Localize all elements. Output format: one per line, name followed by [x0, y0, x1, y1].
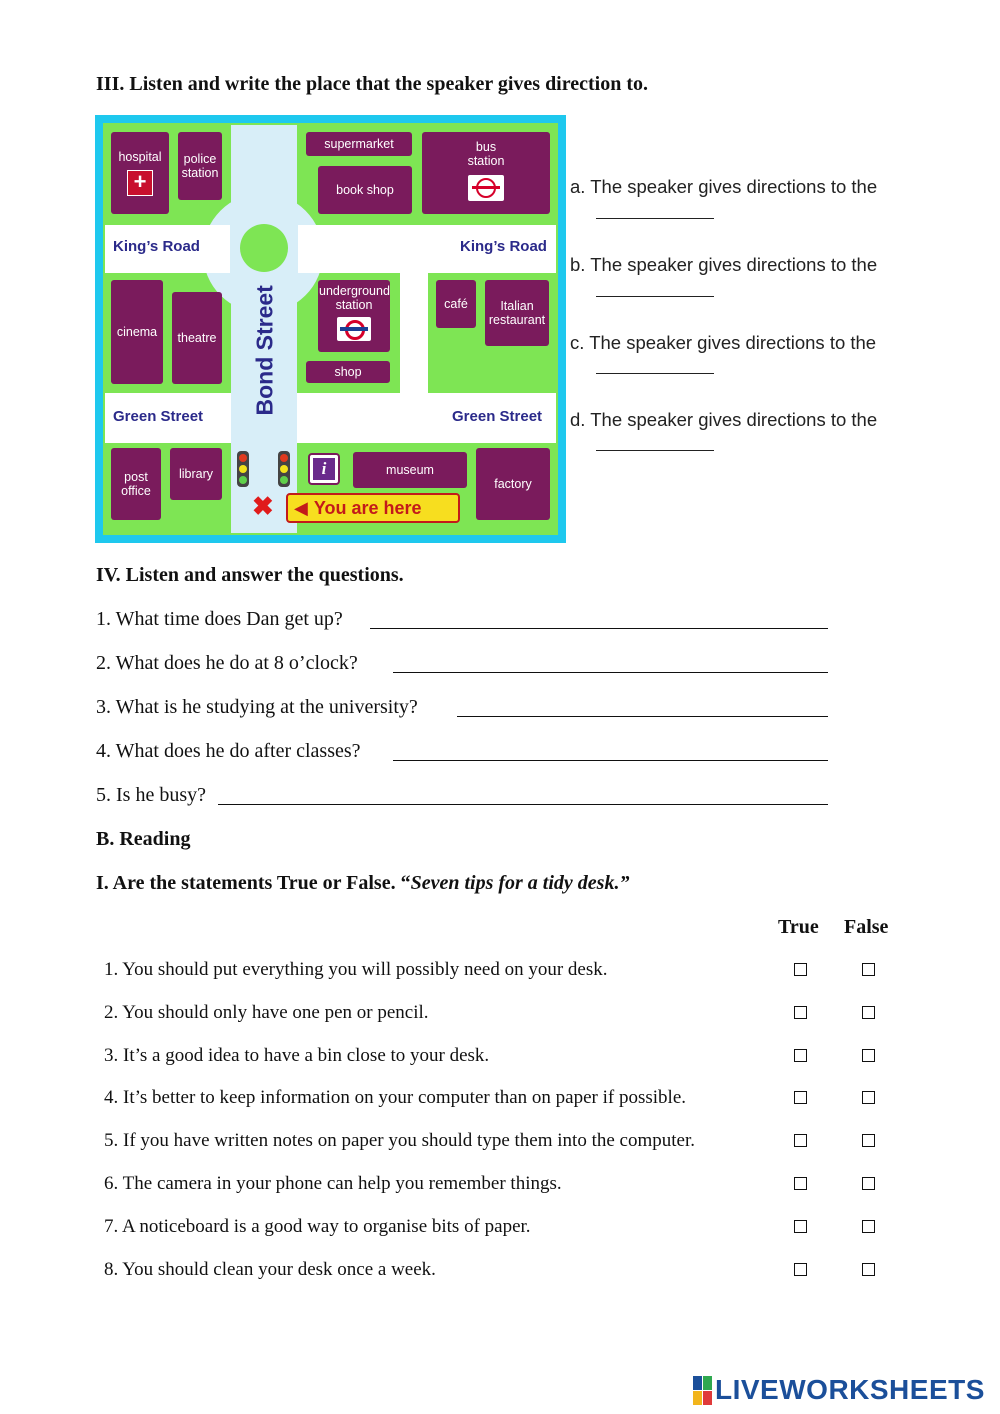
cross-marker-icon: ✖	[252, 491, 274, 521]
place-italian-label: Italian restaurant	[488, 298, 546, 327]
underground-roundel-icon	[337, 317, 371, 341]
true-checkbox-1[interactable]	[794, 963, 807, 976]
statement-3: 3. It’s a good idea to have a bin close to your desk.	[104, 1044, 490, 1066]
town-map	[95, 115, 566, 543]
place-bus-station	[422, 132, 550, 214]
info-glyph: i	[313, 458, 335, 480]
place-italian-restaurant	[485, 280, 549, 346]
bus-roundel-icon	[468, 175, 504, 201]
information-icon	[308, 453, 340, 485]
place-bookshop-label: book shop	[336, 182, 394, 197]
direction-a: a. The speaker gives directions to the	[570, 176, 878, 197]
kings-road-label-right: King’s Road	[460, 238, 547, 255]
place-cinema-label: cinema	[116, 324, 158, 339]
traffic-light-icon	[278, 451, 290, 487]
place-supermarket	[306, 132, 412, 156]
false-checkbox-8[interactable]	[862, 1263, 875, 1276]
true-checkbox-5[interactable]	[794, 1134, 807, 1147]
place-factory-label: factory	[494, 476, 532, 491]
answer-line-3[interactable]	[457, 716, 828, 717]
roundabout-centre	[240, 224, 288, 272]
true-checkbox-3[interactable]	[794, 1049, 807, 1062]
direction-d-blank[interactable]	[596, 450, 714, 451]
bond-street-label: Bond Street	[251, 285, 278, 416]
direction-b-blank[interactable]	[596, 296, 714, 297]
place-library-label: library	[178, 466, 214, 481]
reading-task-title: Seven tips for a tidy desk.”	[410, 872, 630, 894]
place-police-label: police station	[181, 151, 219, 180]
arrow-left-icon: ◀	[294, 497, 308, 519]
place-book-shop	[318, 166, 412, 214]
statement-1: 1. You should put everything you will possibly need on your desk.	[104, 959, 608, 980]
false-checkbox-6[interactable]	[862, 1177, 875, 1190]
logo-mark-icon	[693, 1376, 712, 1405]
side-road	[400, 273, 428, 393]
traffic-light-icon	[237, 451, 249, 487]
direction-c-blank[interactable]	[596, 373, 714, 374]
reading-task-heading	[96, 872, 629, 895]
place-post-office	[111, 448, 161, 520]
place-factory	[476, 448, 550, 520]
place-bus-label: bus station	[467, 140, 505, 169]
column-true: True	[778, 916, 819, 938]
statement-7: 7. A noticeboard is a good way to organise bits of paper.	[104, 1215, 531, 1237]
place-cafe	[436, 280, 476, 328]
place-cinema	[111, 280, 163, 384]
statement-5: 5. If you have written notes on paper you should type them into the computer.	[104, 1130, 695, 1152]
place-shop-label: shop	[334, 364, 362, 379]
reading-task-prefix: I. Are the statements True or False. “	[96, 872, 411, 894]
direction-b: b. The speaker gives directions to the	[570, 254, 878, 275]
statement-8: 8. You should clean your desk once a week.	[104, 1258, 436, 1280]
direction-c: c. The speaker gives directions to the	[570, 332, 877, 353]
place-museum-label: museum	[386, 462, 434, 477]
place-cafe-label: café	[444, 296, 468, 311]
question-4: 4. What does he do after classes?	[96, 740, 361, 762]
false-checkbox-7[interactable]	[862, 1220, 875, 1233]
place-supermarket-label: supermarket	[324, 136, 394, 151]
place-library	[170, 448, 222, 500]
question-3: 3. What is he studying at the university?	[96, 696, 418, 718]
place-post-label: post office	[121, 469, 151, 498]
question-2: 2. What does he do at 8 o’clock?	[96, 652, 358, 674]
true-checkbox-7[interactable]	[794, 1220, 807, 1233]
true-checkbox-8[interactable]	[794, 1263, 807, 1276]
liveworksheets-logo	[693, 1374, 985, 1406]
true-checkbox-2[interactable]	[794, 1006, 807, 1019]
answer-line-2[interactable]	[393, 672, 828, 673]
answer-line-4[interactable]	[393, 760, 828, 761]
reading-heading: B. Reading	[96, 828, 191, 850]
red-cross-icon: +	[127, 170, 153, 196]
place-shop	[306, 361, 390, 383]
kings-road-label-left: King’s Road	[113, 238, 200, 255]
place-theatre-label: theatre	[177, 330, 217, 345]
question-1: 1. What time does Dan get up?	[96, 608, 343, 630]
false-checkbox-5[interactable]	[862, 1134, 875, 1147]
you-are-here-sign	[286, 493, 460, 523]
true-checkbox-4[interactable]	[794, 1091, 807, 1104]
false-checkbox-4[interactable]	[862, 1091, 875, 1104]
place-hospital-label: hospital	[118, 150, 162, 164]
section-3-heading: III. Listen and write the place that the speaker gives direction to.	[96, 73, 649, 95]
you-are-here-label: You are here	[313, 497, 422, 518]
green-street-label-right: Green Street	[452, 408, 543, 425]
place-hospital	[111, 132, 169, 214]
green-street-label-left: Green Street	[113, 408, 204, 425]
logo-text: LIVEWORKSHEETS	[715, 1374, 985, 1405]
place-police-station	[178, 132, 222, 200]
place-underground-label: underground station	[319, 284, 390, 313]
true-checkbox-6[interactable]	[794, 1177, 807, 1190]
place-theatre	[172, 292, 222, 384]
false-checkbox-2[interactable]	[862, 1006, 875, 1019]
direction-a-blank[interactable]	[596, 218, 714, 219]
direction-d: d. The speaker gives directions to the	[570, 409, 878, 430]
section-4-heading: IV. Listen and answer the questions.	[96, 564, 404, 586]
place-underground-station	[318, 280, 390, 352]
answer-line-1[interactable]	[370, 628, 828, 629]
false-checkbox-3[interactable]	[862, 1049, 875, 1062]
column-false: False	[844, 916, 889, 938]
answer-line-5[interactable]	[218, 804, 828, 805]
false-checkbox-1[interactable]	[862, 963, 875, 976]
statement-4: 4. It’s better to keep information on your computer than on paper if possible.	[104, 1087, 686, 1109]
question-5: 5. Is he busy?	[96, 784, 206, 806]
statement-6: 6. The camera in your phone can help you remember things.	[104, 1173, 562, 1194]
place-museum	[353, 452, 467, 488]
statement-2: 2. You should only have one pen or pencil.	[104, 1001, 429, 1023]
